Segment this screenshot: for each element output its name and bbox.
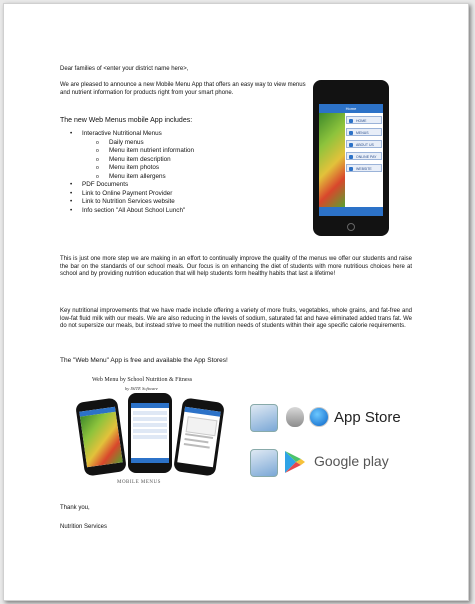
feature-item: • Info section "All About School Lunch"	[82, 207, 194, 216]
vegetables-image	[319, 113, 345, 207]
apple-logo-icon	[286, 407, 304, 427]
feature-item: • Link to Nutrition Services website	[82, 198, 194, 207]
features-list	[82, 130, 194, 215]
home-button-icon	[347, 223, 355, 231]
web-menu-app-icon	[250, 449, 278, 477]
promo-text-line	[184, 443, 210, 449]
feature-subitem: o Menu item photos	[82, 164, 194, 173]
promo-list-row	[133, 423, 167, 427]
closing: Thank you,	[60, 505, 90, 511]
vegetables-image	[80, 412, 123, 468]
promo-screen	[131, 403, 169, 463]
feature-item: • PDF Documents	[82, 181, 194, 190]
app-menu-about: ABOUT US	[346, 140, 382, 148]
promo-byline: by ISITE Software	[125, 386, 158, 391]
mobile-menus-label: MOBILE MENUS	[117, 480, 161, 485]
greeting: Dear families of <enter your district name here>,	[60, 66, 189, 72]
promo-list-row	[133, 411, 167, 415]
feature-subitem: o Menu item allergens	[82, 173, 194, 182]
promo-caption: Web Menu by School Nutrition & Fitness	[92, 377, 193, 383]
paragraph-3: Key nutritional improvements that we have made include offering a variety of more fruits, vegetables, whole grains, and fat-free and low-fat fluid milk with our meals. We are also reducing in the levels of sodium, saturated fat and have eliminated added trans fat. We do not supersize our meals, but instead strive to meet the nutrition needs of students within their age specific calorie requirements.	[60, 308, 412, 329]
phone-screen	[319, 104, 383, 216]
phone-mockup	[313, 80, 389, 236]
promo-phone-middle	[128, 393, 172, 473]
promo-list-row	[133, 429, 167, 433]
app-store-icon	[309, 407, 329, 427]
web-menu-app-icon	[250, 404, 278, 432]
paragraph-2: This is just one more step we are making in an effort to continually improve the quality of the menus we offer our students and raise the bar on the standards of our school meals. Our focus is on enhancing the diet of students with more nutritious choices here at school and by providing nutrition education that will help students form healthy habits that last a lifetime!	[60, 256, 412, 277]
app-store-label: App Store	[334, 409, 401, 426]
app-menu-pay: ONLINE PAY	[346, 152, 382, 160]
signature: Nutrition Services	[60, 524, 108, 530]
promo-screen-header	[131, 403, 169, 408]
feature-item: • Link to Online Payment Provider	[82, 190, 194, 199]
promo-tab-bar	[131, 458, 169, 463]
feature-item: • Interactive Nutritional Menus	[82, 130, 194, 139]
promo-text-line	[184, 438, 208, 443]
google-play-icon	[284, 450, 306, 474]
feature-subitem: o Menu item description	[82, 156, 194, 165]
google-play-label: Google play	[314, 453, 389, 469]
promo-screen	[177, 407, 220, 467]
feature-subitem: o Menu item nutrient information	[82, 147, 194, 156]
availability-line: The "Web Menu" App is free and available the App Stores!	[60, 357, 228, 364]
intro-paragraph: We are pleased to announce a new Mobile Menu App that offers an easy way to view menus and nutrient information for products right from your smart phone.	[60, 82, 306, 96]
app-tab-bar	[319, 207, 383, 216]
promo-list-row	[133, 435, 167, 439]
promo-list-row	[133, 417, 167, 421]
app-header: Home	[319, 104, 383, 113]
promo-screen-header	[184, 407, 220, 417]
app-menu-website: WEBSITE	[346, 164, 382, 172]
features-heading: The new Web Menus mobile App includes:	[60, 117, 193, 124]
app-menu-menus: MENUS	[346, 128, 382, 136]
app-menu-home: HOME	[346, 116, 382, 124]
feature-subitem: o Daily menus	[82, 139, 194, 148]
promo-screen	[79, 407, 122, 467]
